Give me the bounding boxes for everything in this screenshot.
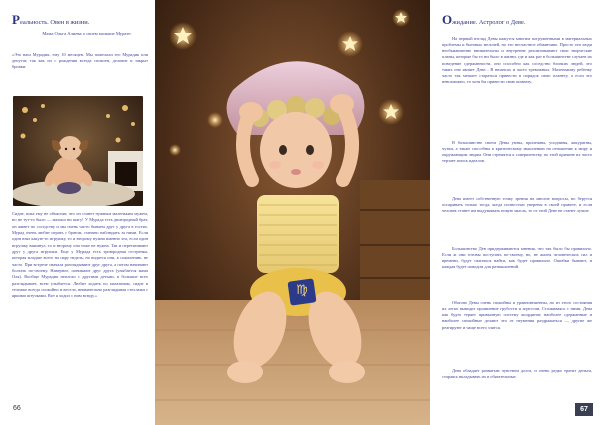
left-photo-baby-aries: [13, 96, 143, 206]
center-photo-illustration: [155, 0, 430, 425]
left-intro: Мама Ольга Алиева о своем малыше Мурате:: [42, 31, 132, 36]
left-heading-text: еальность. Овен в жизни.: [19, 19, 90, 26]
right-heading: [442, 12, 597, 27]
left-paragraph-2: Сидит, пока ему не объяснят, что он станет нужным маленьким мужем, но не тут-то было — малыш ни шагу! У Мурада есть двоюродный брат, он живет по соседству и мы очень часто бываем друг у друга в гостях. Мурад очень любит играть с братом, смешно наблюдать за ними. Если один взял какую-то игрушку, то и второму нужна именно эта, если один игрушку выкинул, то и второму она тоже не нужна. Так и перетягивают друг у друга игрушки. Еще у Мурада есть троюродная сестренка, которая младше всего на пару недель, но видятся они, к сожалению, не часто. При встрече сначала разглядывают друг друга, а потом начинают болтать по-своему. Наверное, понимают друг друга (улыбается мама Оля). Вообще Мурадик неплохо с другими детьми, в большие всех разглядывает, всем улыбается. Любит ходить по магазинам, сидит в тележке всегда спокойно и весело, внимательно разглядывая стеллажи с яркими штучками. Вот я ходил с ним всюду.»: [12, 211, 148, 299]
right-page: [430, 0, 600, 425]
virgo-badge-glyph: ♍: [296, 283, 308, 298]
left-page: [0, 0, 155, 425]
right-paragraph-2: В большинстве своем Девы умны, прилежны, усидчивы, аккуратны, чутки, а также способны к критическому мышлению на отношение к миру и окружающим людям. Они стремятся к совершенству, по этой причине их часто терзает поиск идеалов.: [442, 140, 592, 164]
page-number-right: 67: [575, 403, 593, 416]
right-paragraph-4: Большинство Дев придерживаются мнения, что так было бы правильно. Если ж они готовы поступать по-своему, но, не жалея человеческих сил и времени, будут пытаться найти, как будет правильно. Ошибки бывают, и каждая будет поводом для размышлений.: [442, 246, 592, 270]
right-paragraph-3: Дева имеет собственную точку зрения на многие вопросы, но берутся оспаривать только тогда, когда полностью уверены в своей правоте, и если человек станет им выдумывать новую мысль, то от этой Деве не станет лучше.: [442, 196, 592, 214]
center-photo-baby-virgo: [155, 0, 430, 425]
right-paragraph-6: Дева обладает развитым чувством долга, и очень редко тратит деньги, стараясь вкладывать их в обязательные.: [442, 368, 592, 380]
page-number-left: 66: [13, 405, 21, 412]
left-paragraph-1: «Это наш Мурадик, ему 10 месяцев. Мы пожелали его Мурадик или депутат, так как он с рождения всегда спокоен, деловит и закрыт бровки.: [12, 52, 148, 70]
right-paragraph-1: На первый взгляд Девы кажутся многим погруженными в материальных проблемы и бытовых мелочей, но это несчастное обманчиво. Просто эти люди необыкновенно внимательны и внутренне реализовывают свои творческие планы, которые бы то ни было в жизни, где и как раз в большинстве случаев их поведение сдержанности, оно способно как соседство близких людей, это таких оно являет Деве... В нюансах и часто тревожных. Маленькому ребенку часто так мешает стараться привести в порядок свою планету, а если это невозможно, то хотя бы привести свою комнату.: [442, 36, 592, 85]
left-heading-dropcap: Р: [12, 12, 20, 27]
left-photo-illustration: [13, 96, 143, 206]
right-heading-dropcap: О: [442, 12, 453, 27]
right-paragraph-5: Обычно Девы очень спокойны и уравновешенны, но из этого состояния их легко выводит проявление грубости и агрессии. Сталкиваясь с ними, Дева как будто теряет привычную систему координат, наиболее сдержанные и наиболее спокойные делают это от неумения раздражаться — другие же реагируют и чаще всего злятся.: [442, 300, 592, 330]
right-heading-text: жидание. Астролог о Деве.: [452, 19, 526, 26]
left-heading: [12, 12, 152, 27]
